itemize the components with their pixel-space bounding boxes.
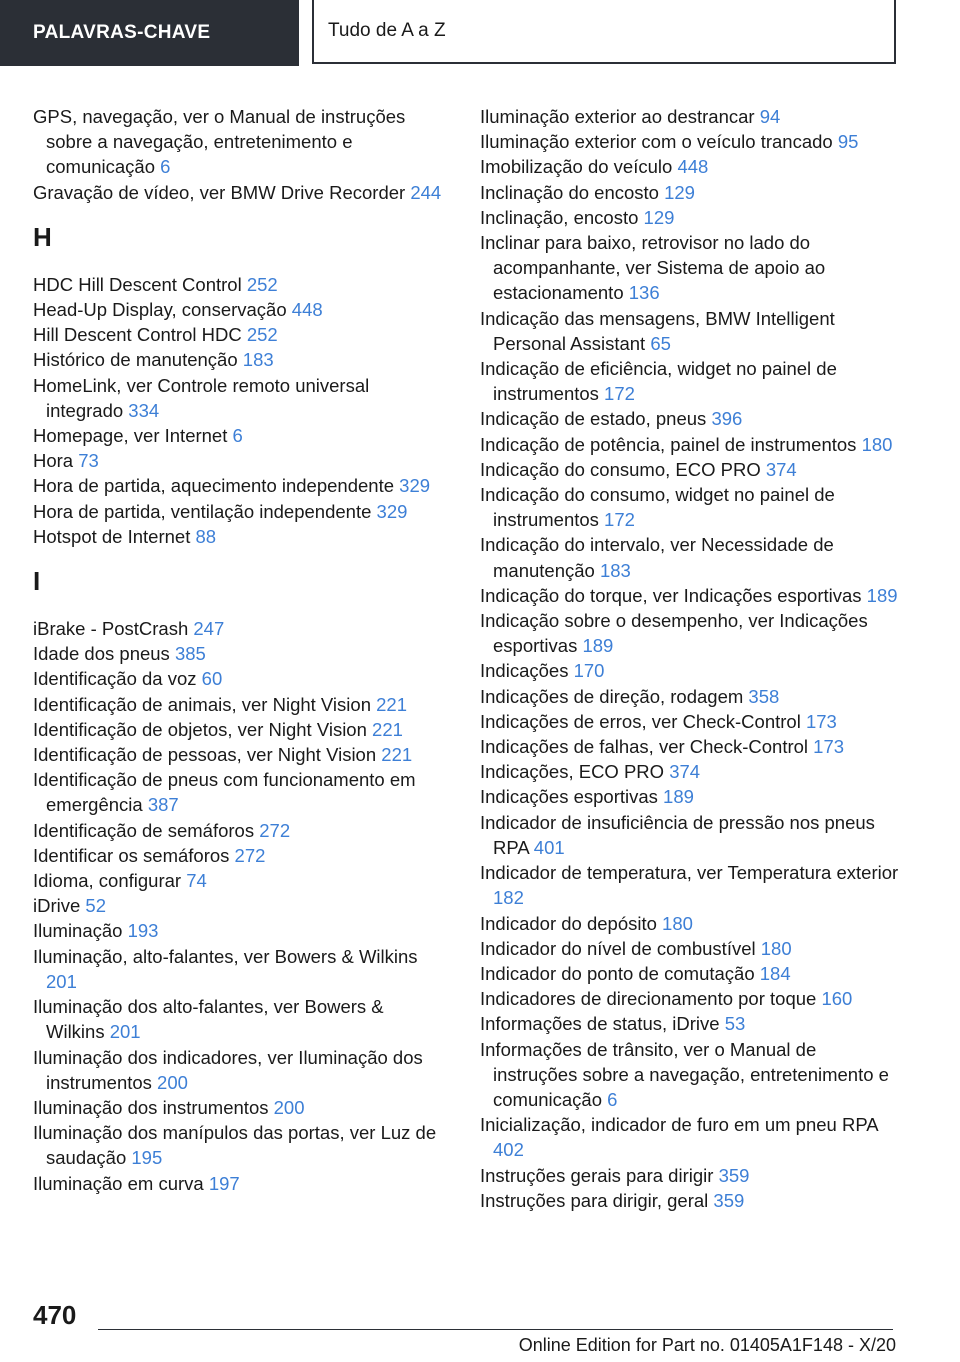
index-entry-text: Identificação de semáforos: [33, 819, 255, 841]
index-entry-text: Indicadores de direcionamento por toque: [480, 988, 817, 1010]
index-entry-text: Indicação sobre o desempenho, ver Indicações esportivas: [480, 610, 868, 657]
index-entry-text: Indicações de falhas, ver Check-Control: [480, 736, 809, 758]
footer-divider: [98, 1329, 893, 1330]
index-entry: [33, 918, 445, 943]
index-entry-text: Indicador do ponto de comutação: [480, 962, 755, 984]
index-entry-text: Hill Descent Control HDC: [33, 324, 242, 346]
index-entry-text: Inicialização, indicador de furo em um pneu RPA: [480, 1114, 878, 1136]
index-entry: [480, 608, 900, 658]
index-entry-page-link[interactable]: 329: [376, 500, 408, 522]
index-entry-text: Iluminação: [33, 920, 123, 942]
index-entry: [33, 893, 445, 918]
index-entry: [33, 297, 445, 322]
index-entry-page-link[interactable]: 180: [861, 433, 893, 455]
index-entry: [480, 1188, 900, 1213]
index-entry-text: Inclinação do encosto: [480, 181, 659, 203]
index-entry-page-link[interactable]: 401: [533, 836, 565, 858]
index-entry: [33, 742, 445, 767]
index-entry: [480, 532, 900, 582]
index-entry-text: Indicações de direção, rodagem: [480, 685, 744, 707]
index-entry: [480, 129, 900, 154]
index-entry: [33, 473, 445, 498]
index-entry-page-link[interactable]: 374: [765, 458, 797, 480]
index-entry: [33, 767, 445, 817]
page-number: 470: [33, 1300, 77, 1330]
index-entry: [480, 406, 900, 431]
index-entry-text: Iluminação dos alto-falantes, ver Bowers & Wilkins: [33, 996, 384, 1043]
index-entry-page-link[interactable]: 170: [573, 660, 605, 682]
index-entry-page-link[interactable]: 94: [759, 106, 781, 127]
index-entry-page-link[interactable]: 6: [607, 1088, 618, 1110]
index-entry-text: Homepage, ver Internet: [33, 425, 228, 447]
index-entry-page-link[interactable]: 396: [711, 408, 743, 430]
index-entry-text: Histórico de manutenção: [33, 349, 238, 371]
index-entry-page-link[interactable]: 173: [813, 736, 845, 758]
index-entry-page-link[interactable]: 189: [582, 635, 614, 657]
index-entry-page-link[interactable]: 180: [760, 937, 792, 959]
index-entry-page-link[interactable]: 88: [195, 525, 217, 547]
index-entry-text: Hora de partida, aquecimento independente: [33, 475, 395, 497]
index-entry-page-link[interactable]: 6: [232, 425, 243, 447]
index-entry-text: Indicador do depósito: [480, 912, 657, 934]
index-entry-text: Identificação da voz: [33, 668, 197, 690]
index-entry: [480, 860, 900, 910]
index-entry: [33, 180, 445, 205]
index-entry-text: Identificar os semáforos: [33, 844, 230, 866]
index-entry-text: iDrive: [33, 895, 81, 917]
index-entry-page-link[interactable]: 221: [381, 744, 413, 766]
index-entry-page-link[interactable]: 252: [246, 273, 278, 295]
index-entry-page-link[interactable]: 402: [493, 1139, 524, 1161]
index-entry-text: Indicação do consumo, ECO PRO: [480, 458, 761, 480]
index-entry-text: Iluminação, alto-falantes, ver Bowers & Wilkins: [33, 945, 418, 967]
index-entry-page-link[interactable]: 172: [604, 383, 635, 405]
index-entry-text: Indicação do intervalo, ver Necessidade de manutenção: [480, 534, 834, 581]
chapter-title: Tudo de A a Z: [328, 20, 446, 41]
index-entry-text: Identificação de pneus com funcionamento em emergência: [33, 769, 416, 816]
index-entry: [480, 230, 900, 306]
index-entry-page-link[interactable]: 180: [662, 912, 693, 934]
index-entry: [33, 1120, 445, 1170]
index-entry-page-link[interactable]: 129: [664, 181, 695, 203]
index-entry-text: Indicações: [480, 660, 569, 682]
index-entry: [480, 583, 900, 608]
index-entry-page-link[interactable]: 197: [208, 1172, 240, 1194]
index-entry: [480, 684, 900, 709]
index-entry-text: Indicações esportivas: [480, 786, 658, 808]
index-letter-heading: I: [33, 566, 41, 597]
index-entry: [480, 1037, 900, 1113]
index-letter-heading: H: [33, 221, 52, 252]
index-entry-text: Inclinação, encosto: [480, 206, 639, 228]
index-entry-text: Imobilização do veículo: [480, 156, 673, 178]
index-entry-text: Indicações, ECO PRO: [480, 761, 665, 783]
index-entry-text: Idade dos pneus: [33, 643, 170, 665]
index-entry-page-link[interactable]: 359: [713, 1189, 745, 1211]
index-entry-text: Indicação de potência, painel de instrumentos: [480, 433, 857, 455]
index-entry: [33, 524, 445, 549]
index-entry-text: Inclinar para baixo, retrovisor no lado do acompanhante, ver Sistema de apoio ao estacionamento: [480, 232, 826, 304]
index-entry-page-link[interactable]: 73: [78, 450, 99, 472]
index-entry-page-link[interactable]: 129: [643, 206, 675, 228]
index-entry: [33, 1171, 445, 1196]
index-entry-page-link[interactable]: 334: [128, 399, 160, 421]
index-entry-text: Indicação do torque, ver Indicações esportivas: [480, 584, 862, 606]
index-entry-page-link[interactable]: 53: [724, 1013, 746, 1035]
index-entry-page-link[interactable]: 374: [669, 761, 701, 783]
index-entry: [33, 499, 445, 524]
index-entry-page-link[interactable]: 193: [127, 920, 159, 942]
index-entry: [480, 482, 900, 532]
index-entry-page-link[interactable]: 387: [147, 794, 179, 816]
index-entry: [480, 1112, 900, 1162]
index-entry: [480, 911, 900, 936]
index-entry-page-link[interactable]: 252: [246, 324, 278, 346]
index-entry-page-link[interactable]: 74: [186, 870, 207, 892]
index-entry: [480, 759, 900, 784]
index-entry: [33, 717, 445, 742]
index-entry-page-link[interactable]: 201: [46, 970, 77, 992]
index-entry-page-link[interactable]: 184: [759, 962, 791, 984]
index-entry: [480, 810, 900, 860]
index-entry-page-link[interactable]: 136: [628, 282, 660, 304]
index-entry-page-link[interactable]: 172: [604, 509, 635, 531]
index-entry-page-link[interactable]: 183: [242, 349, 274, 371]
index-entry-text: Indicações de erros, ver Check-Control: [480, 710, 801, 732]
index-entry-text: Hora de partida, ventilação independente: [33, 500, 372, 522]
index-entry: [33, 347, 445, 372]
index-entry-page-link[interactable]: 244: [410, 181, 442, 203]
index-entry: [480, 936, 900, 961]
index-entry-text: Indicação de eficiência, widget no painel de instrumentos: [480, 358, 837, 405]
index-entry: [33, 944, 445, 994]
index-entry-page-link[interactable]: 160: [821, 988, 853, 1010]
index-entry-text: Iluminação dos instrumentos: [33, 1096, 269, 1118]
index-entry: [480, 658, 900, 683]
index-entry-text: Hora: [33, 450, 74, 472]
index-entry-text: HomeLink, ver Controle remoto universal integrado: [33, 374, 370, 421]
index-column-left: [33, 104, 445, 1196]
index-entry-text: Informações de status, iDrive: [480, 1013, 720, 1035]
index-entry-page-link[interactable]: 183: [599, 559, 631, 581]
index-entry: [33, 616, 445, 641]
index-entry-text: Instruções gerais para dirigir: [480, 1164, 714, 1186]
index-entry-page-link[interactable]: 448: [677, 156, 709, 178]
index-entry-page-link[interactable]: 272: [259, 819, 291, 841]
index-entry-text: Iluminação exterior ao destrancar: [480, 106, 755, 127]
page-header: [0, 0, 960, 66]
index-entry-text: Identificação de animais, ver Night Vision: [33, 693, 371, 715]
index-entry-page-link[interactable]: 247: [193, 618, 225, 640]
index-entry-text: GPS, navegação, ver o Manual de instruções sobre a navegação, entretenimento e comunicação: [33, 106, 406, 178]
index-entry-text: Identificação de objetos, ver Night Vision: [33, 718, 367, 740]
index-entry: [480, 457, 900, 482]
index-entry: [33, 448, 445, 473]
index-entry-page-link[interactable]: 6: [160, 156, 171, 178]
index-entry-text: iBrake - PostCrash: [33, 618, 189, 640]
index-entry-text: Indicação do consumo, widget no painel de instrumentos: [480, 484, 835, 531]
index-entry-page-link[interactable]: 52: [85, 895, 106, 917]
index-entry: [480, 306, 900, 356]
index-entry: [480, 734, 900, 759]
index-entry-text: Instruções para dirigir, geral: [480, 1189, 709, 1211]
index-entry-text: Indicador de temperatura, ver Temperatura exterior: [480, 862, 899, 884]
index-entry-text: Informações de trânsito, ver o Manual de instruções sobre a navegação, entretenimento e comunicação: [480, 1038, 889, 1110]
index-entry: [480, 709, 900, 734]
index-entry-page-link[interactable]: 272: [234, 844, 266, 866]
index-entry-text: Head-Up Display, conservação: [33, 299, 287, 321]
index-entry: [33, 818, 445, 843]
index-entry: [33, 272, 445, 297]
index-entry: [33, 994, 445, 1044]
index-entry-page-link[interactable]: 221: [376, 693, 407, 715]
index-entry-page-link[interactable]: 95: [837, 131, 859, 153]
index-entry-page-link[interactable]: 359: [718, 1164, 750, 1186]
index-entry-text: Idioma, configurar: [33, 870, 182, 892]
index-entry: [480, 154, 900, 179]
index-entry: [480, 986, 900, 1011]
index-entry: [480, 104, 900, 129]
index-entry-page-link[interactable]: 182: [493, 887, 524, 909]
index-entry: [33, 843, 445, 868]
index-entry-page-link[interactable]: 221: [372, 718, 403, 740]
index-column-right: [480, 104, 900, 1213]
index-entry-text: Hotspot de Internet: [33, 525, 191, 547]
index-entry: [33, 423, 445, 448]
index-entry-page-link[interactable]: 60: [201, 668, 223, 690]
index-entry: [480, 432, 900, 457]
index-entry: [33, 641, 445, 666]
index-entry: [33, 373, 445, 423]
index-entry-text: Iluminação dos manípulos das portas, ver Luz de saudação: [33, 1122, 437, 1169]
index-entry: [33, 1045, 445, 1095]
chapter-tab: [312, 0, 896, 64]
index-entry: [33, 666, 445, 691]
index-entry-page-link[interactable]: 65: [650, 332, 671, 354]
index-entry-page-link[interactable]: 189: [866, 584, 898, 606]
index-entry: [33, 1095, 445, 1120]
index-entry-page-link[interactable]: 200: [157, 1071, 188, 1093]
section-title: PALAVRAS-CHAVE: [33, 22, 211, 43]
index-entry-text: Gravação de vídeo, ver BMW Drive Recorder: [33, 181, 406, 203]
index-entry-page-link[interactable]: 385: [174, 643, 206, 665]
edition-note: Online Edition for Part no. 01405A1F148 - X/20: [518, 1335, 896, 1355]
index-entry: [480, 205, 900, 230]
index-entry-page-link[interactable]: 329: [399, 475, 431, 497]
index-entry-text: Indicador de insuficiência de pressão nos pneus RPA: [480, 811, 875, 858]
index-entry-text: Iluminação dos indicadores, ver Iluminação dos instrumentos: [33, 1046, 423, 1093]
index-entry-page-link[interactable]: 448: [291, 299, 323, 321]
index-entry-text: HDC Hill Descent Control: [33, 273, 242, 295]
section-tab: [0, 0, 299, 66]
index-entry-page-link[interactable]: 200: [273, 1096, 305, 1118]
index-entry: [480, 180, 900, 205]
index-entry-text: Iluminação em curva: [33, 1172, 204, 1194]
index-entry: [480, 356, 900, 406]
index-entry-page-link[interactable]: 195: [131, 1147, 163, 1169]
index-entry: [33, 322, 445, 347]
index-entry-page-link[interactable]: 201: [109, 1021, 141, 1043]
index-entry-text: Indicador do nível de combustível: [480, 937, 756, 959]
index-entry: [480, 784, 900, 809]
index-entry-page-link[interactable]: 358: [748, 685, 780, 707]
index-entry: [33, 692, 445, 717]
index-entry: [480, 961, 900, 986]
index-entry-text: Indicação das mensagens, BMW Intelligent Personal Assistant: [480, 307, 835, 354]
index-entry-page-link[interactable]: 189: [663, 786, 694, 808]
index-entry: [33, 104, 445, 180]
index-entry-page-link[interactable]: 173: [805, 710, 837, 732]
index-entry-text: Indicação de estado, pneus: [480, 408, 707, 430]
index-entry: [480, 1011, 900, 1036]
index-entry-text: Iluminação exterior com o veículo trancado: [480, 131, 833, 153]
index-entry: [33, 868, 445, 893]
index-entry-text: Identificação de pessoas, ver Night Vision: [33, 744, 377, 766]
index-entry: [480, 1163, 900, 1188]
